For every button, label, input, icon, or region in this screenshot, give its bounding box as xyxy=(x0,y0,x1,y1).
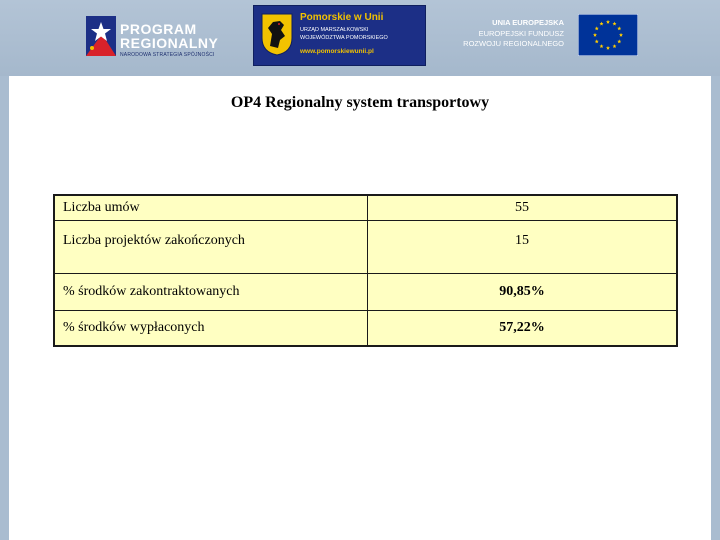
pomorskie-w-unii-logo xyxy=(253,5,426,66)
header-band xyxy=(0,0,720,76)
row-label: % środków wypłaconych xyxy=(54,311,368,347)
eu-logo-line3: ROZWOJU REGIONALNEGO xyxy=(463,39,564,48)
row-value: 55 xyxy=(368,195,678,221)
row-label: Liczba umów xyxy=(54,195,368,221)
eu-erdf-logo xyxy=(462,14,638,60)
program-star-emblem-icon xyxy=(82,14,118,58)
table-row xyxy=(54,311,677,347)
row-label: % środków zakontraktowanych xyxy=(54,274,368,311)
row-value: 15 xyxy=(368,221,678,274)
row-value: 90,85% xyxy=(368,274,678,311)
pomorskie-title: Pomorskie w Unii xyxy=(300,12,384,23)
program-logo-tagline: NARODOWA STRATEGIA SPÓJNOŚCI xyxy=(120,52,215,58)
row-label: Liczba projektów zakończonych xyxy=(54,221,368,274)
statistics-table xyxy=(53,194,678,347)
program-regionalny-logo xyxy=(82,12,232,62)
table-row xyxy=(54,274,677,311)
slide-title: OP4 Regionalny system transportowy xyxy=(230,94,490,111)
eu-logo-line1: UNIA EUROPEJSKA xyxy=(492,18,564,27)
eu-flag-icon xyxy=(578,14,638,56)
table-row xyxy=(54,221,677,274)
slide-content xyxy=(9,76,711,540)
pomorskie-url: www.pomorskiewunii.pl xyxy=(300,48,374,55)
eu-logo-line2: EUROPEJSKI FUNDUSZ xyxy=(478,29,564,38)
table-row xyxy=(54,195,677,221)
pomorskie-office-line1: URZĄD MARSZAŁKOWSKI xyxy=(300,27,369,33)
pomorskie-griffin-crest-icon xyxy=(260,12,294,56)
program-logo-line2: REGIONALNY xyxy=(120,35,219,51)
row-value: 57,22% xyxy=(368,311,678,347)
program-logo-line1: PROGRAM xyxy=(120,21,197,37)
pomorskie-office-line2: WOJEWÓDZTWA POMORSKIEGO xyxy=(300,35,388,41)
